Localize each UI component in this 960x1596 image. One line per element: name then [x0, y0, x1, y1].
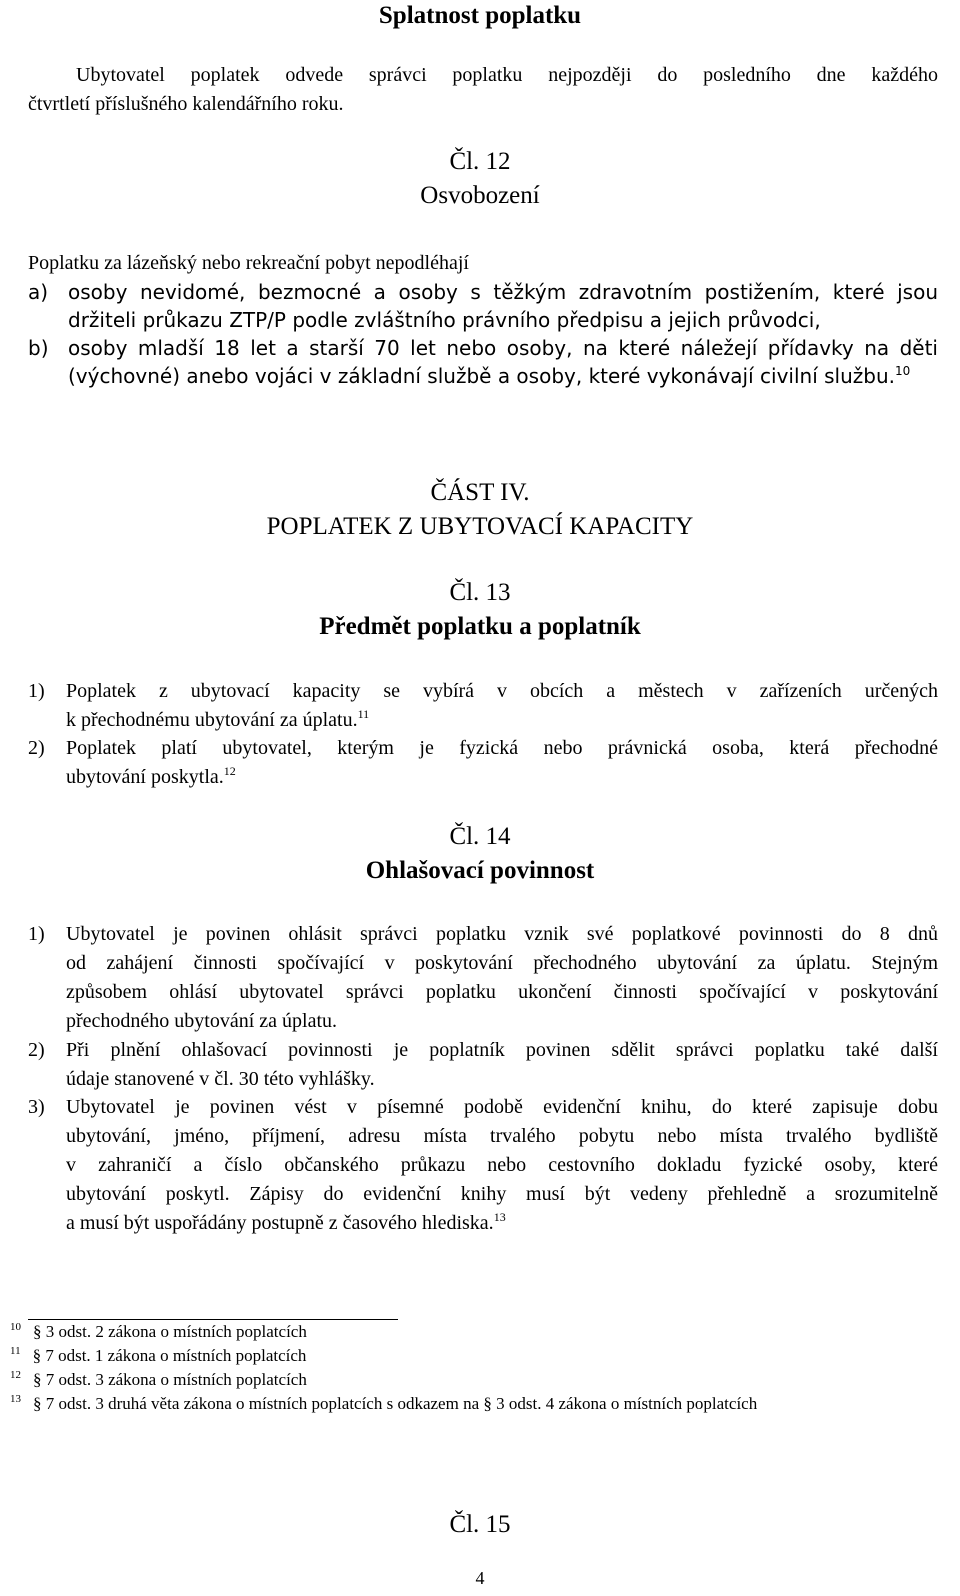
article-12-header: [0, 145, 960, 213]
list-item-line: Při plnění ohlašovací povinnosti je poplatník povinen sdělit správci poplatku také další: [66, 1039, 938, 1061]
footnote: [10, 1368, 307, 1392]
list-item: [28, 1093, 938, 1243]
part-4-header: [0, 476, 960, 544]
footnote-number: 11: [10, 1345, 21, 1357]
article-title: Předmět poplatku a poplatník: [319, 613, 641, 640]
list-item-line: Poplatek platí ubytovatel, kterým je fyzická nebo právnická osoba, která přechodné: [66, 737, 938, 759]
list-item: [28, 278, 938, 338]
splatnost-text-2: [28, 90, 938, 119]
footnote-text: § 7 odst. 3 zákona o místních poplatcích: [33, 1370, 307, 1389]
footnote-text: § 7 odst. 1 zákona o místních poplatcích: [32, 1346, 307, 1365]
list-item-label: 2): [28, 1039, 45, 1061]
list-item-line: ubytování, jméno, příjmení, adresu místa trvalého pobytu nebo místa trvalého bydliště: [66, 1125, 938, 1147]
footnote-ref[interactable]: 13: [493, 1210, 506, 1224]
list-item-line: údaje stanovené v čl. 30 této vyhlášky.: [66, 1068, 375, 1090]
list-item: [28, 734, 938, 794]
list-item-label: 2): [28, 737, 45, 759]
list-item-line: Ubytovatel je povinen ohlásit správci poplatku vznik své poplatkové povinnosti do 8 dnů: [66, 923, 938, 945]
footnote-text: § 3 odst. 2 zákona o místních poplatcích: [33, 1322, 307, 1341]
list-item-line: k přechodnému ubytování za úplatu.: [66, 709, 358, 731]
list-item-label: b): [28, 336, 49, 360]
list-item: [28, 677, 938, 737]
section-title-splatnost: Splatnost poplatku: [378, 2, 582, 29]
part-number: ČÁST IV.: [430, 479, 530, 506]
footnote-ref[interactable]: 10: [894, 364, 911, 378]
article-number: Čl. 15: [449, 1511, 511, 1538]
footnote-number: 10: [10, 1321, 21, 1333]
intro-text: Poplatku za lázeňský nebo rekreační pobyt nepodléhají: [28, 252, 469, 274]
list-item-line: (výchovné) anebo vojáci v základní službě a osoby, které vykonávají civilní službu.: [68, 364, 895, 388]
list-item-label: 1): [28, 680, 45, 702]
list-item-line: přechodného ubytování za úplatu.: [66, 1010, 338, 1032]
part-title: POPLATEK Z UBYTOVACÍ KAPACITY: [266, 513, 694, 540]
article-12-intro: [28, 249, 938, 278]
list-item-label: a): [28, 280, 49, 304]
list-item-line: Poplatek z ubytovací kapacity se vybírá v obcích a městech v zařízeních určených: [66, 680, 938, 702]
list-item: [28, 920, 938, 1040]
list-item-line: od zahájení činnosti spočívající v poskytování přechodného ubytování za úplatu. Stejným: [66, 952, 938, 974]
list-item-line: ubytování poskytla.: [66, 766, 224, 788]
article-number: Čl. 12: [449, 148, 511, 175]
list-item-label: 3): [28, 1096, 45, 1118]
list-item: [28, 334, 938, 394]
list-item-line: ubytování poskytl. Zápisy do evidenční knihy musí být vedeny přehledně a srozumitelně: [66, 1183, 938, 1205]
splatnost-line-1: Ubytovatel poplatek odvede správci poplatku nejpozději do posledního dne každého: [76, 64, 938, 86]
footnote-ref[interactable]: 12: [223, 764, 236, 778]
page-number: 4: [475, 1568, 485, 1588]
footnote-text: § 7 odst. 3 druhá věta zákona o místních poplatcích s odkazem na § 3 odst. 4 zákona o místních poplatcích: [33, 1394, 758, 1413]
list-item-line: osoby mladší 18 let a starší 70 let nebo osoby, na které náležejí přídavky na děti: [68, 336, 938, 360]
footnote-number: 12: [10, 1369, 21, 1381]
footnote-ref[interactable]: 11: [357, 707, 370, 721]
list-item-line: a musí být uspořádány postupně z časového hlediska.: [66, 1212, 494, 1234]
article-number: Čl. 13: [449, 579, 511, 606]
article-13-header: [0, 576, 960, 644]
list-item-line: způsobem ohlásí ubytovatel správci poplatku ukončení činnosti spočívající v poskytování: [66, 981, 938, 1003]
article-number: Čl. 14: [449, 823, 511, 850]
footnote: [10, 1344, 306, 1368]
article-15-header: [0, 1508, 960, 1542]
list-item-label: 1): [28, 923, 45, 945]
list-item-line: držiteli průkazu ZTP/P podle zvláštního právního předpisu a jejich průvodci,: [68, 308, 821, 332]
list-item-line: v zahraničí a číslo občanského průkazu nebo cestovního dokladu fyzické osoby, které: [66, 1154, 938, 1176]
list-item: [28, 1036, 938, 1096]
article-14-header: [0, 820, 960, 888]
list-item-line: osoby nevidomé, bezmocné a osoby s těžkým zdravotním postižením, které jsou: [68, 280, 938, 304]
splatnost-line-2: čtvrtletí příslušného kalendářního roku.: [28, 93, 344, 115]
list-item-line: Ubytovatel je povinen vést v písemné podobě evidenční knihu, do které zapisuje dobu: [66, 1096, 938, 1118]
article-title: Osvobození: [420, 182, 540, 209]
footnote-number: 13: [10, 1393, 21, 1405]
footnote: [10, 1320, 307, 1344]
article-title: Ohlašovací povinnost: [365, 857, 595, 884]
section-splatnost: [0, 0, 960, 32]
footnote: [10, 1392, 757, 1416]
